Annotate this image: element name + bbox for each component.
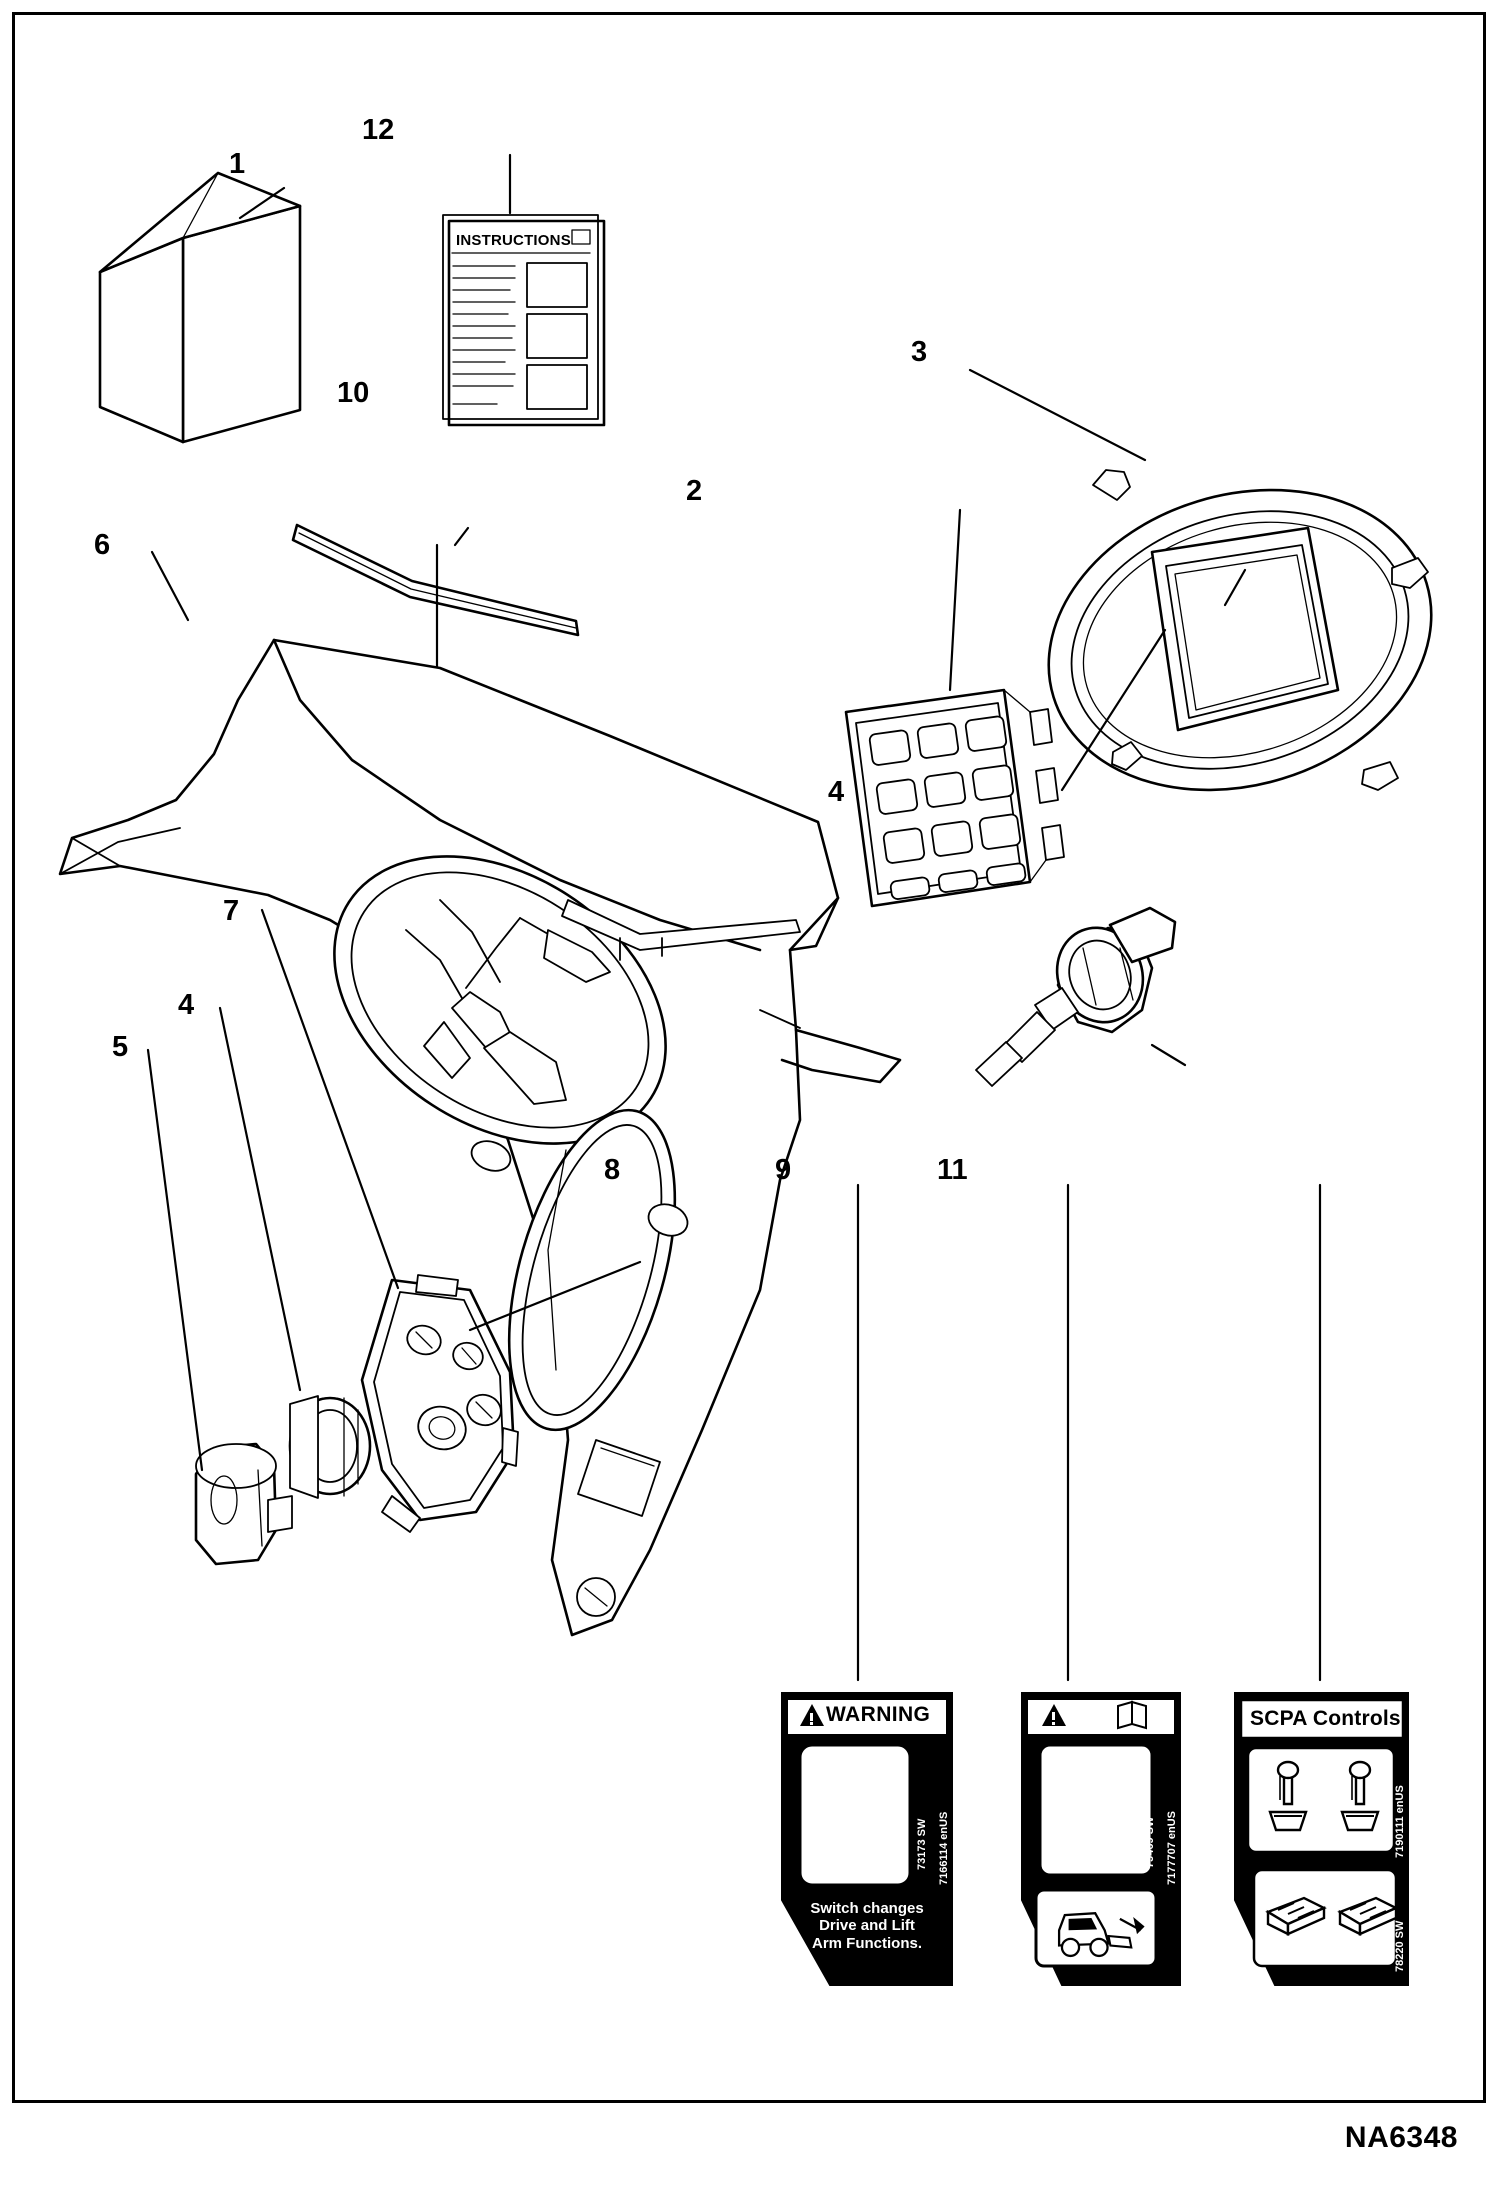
callout-number-4b: 4 [178,989,195,1021]
nut-ring-item-art [290,1396,370,1498]
warning-decal-code-top: 7166114 enUS [938,1811,950,1885]
callout-number-7: 7 [223,895,240,927]
callout-number-10: 10 [337,377,370,409]
callout-number-11: 11 [937,1154,968,1186]
window-seal-item-art [1011,444,1469,835]
instructions-heading: INSTRUCTIONS [456,232,571,249]
warning-decal-title: WARNING [826,1703,931,1726]
scpa-decal-art [1235,1693,1408,1985]
manual-decal-code-top: 7177707 enUS [1166,1811,1178,1885]
manual-decal-code-bottom: 75469 SW [1144,1816,1156,1868]
leader-6 [152,552,188,620]
leader-4b [220,1008,300,1390]
scpa-decal-code-top: 7190111 enUS [1394,1785,1406,1858]
callout-number-5: 5 [112,1031,129,1063]
scpa-decal-code-bottom: 78220 SW [1394,1920,1406,1972]
callout-number-3: 3 [911,336,928,368]
leader-5 [148,1050,202,1470]
callout-number-12: 12 [362,114,395,146]
manual-decal-art [1022,1693,1180,1985]
leader-10b [455,528,468,545]
bracket-item-art [362,1275,518,1532]
warning-decal-code-bottom: 73173 SW [916,1818,928,1870]
keypad-item-art [846,690,1064,906]
box-item-art [100,173,300,442]
callout-number-6: 6 [94,529,111,561]
warning-decal-body: Switch changes Drive and Lift Arm Functions. [810,1900,924,1952]
callout-number-2: 2 [686,475,703,507]
callout-number-4a: 4 [828,776,845,808]
leader-4a [1152,1045,1185,1065]
scpa-decal-title: SCPA Controls [1250,1707,1401,1730]
knob-item-art [196,1444,292,1564]
trim-strip-item-art [293,525,578,635]
callout-number-1: 1 [229,148,246,180]
leader-3 [970,370,1145,460]
callout-number-9: 9 [775,1154,792,1186]
switch-assembly-item-art [976,908,1175,1086]
callout-number-8: 8 [604,1154,621,1186]
leader-2 [950,510,960,690]
plate-code: NA6348 [1344,2121,1458,2154]
